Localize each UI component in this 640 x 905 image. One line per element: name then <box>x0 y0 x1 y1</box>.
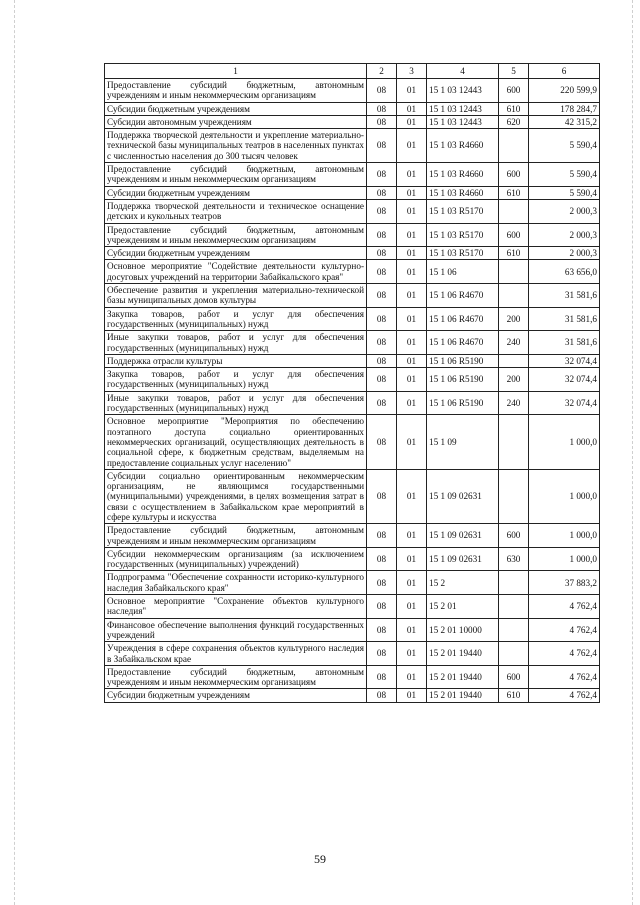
cell-name: Субсидии автономным учреждениям <box>105 115 367 128</box>
cell-expense-type: 240 <box>499 391 529 415</box>
cell-sum: 178 284,7 <box>529 102 600 115</box>
cell-subsection: 01 <box>397 469 427 523</box>
table-row <box>105 595 600 619</box>
cell-subsection: 01 <box>397 595 427 619</box>
cell-sum: 32 074,4 <box>529 368 600 392</box>
cell-expense-type: 200 <box>499 368 529 392</box>
header-col-sum: 6 <box>529 64 600 79</box>
cell-target-article: 15 1 03 R4660 <box>427 163 499 187</box>
cell-subsection: 01 <box>397 186 427 199</box>
header-col-target-article: 4 <box>427 64 499 79</box>
cell-expense-type <box>499 571 529 595</box>
cell-name: Поддержка творческой деятельности и укрепление материально-технической базы муниципальных театров в населенных пунктах с численностью населения до 300 тысяч человек <box>105 129 367 163</box>
cell-sum: 4 762,4 <box>529 595 600 619</box>
cell-subsection: 01 <box>397 368 427 392</box>
table-row <box>105 260 600 284</box>
cell-subsection: 01 <box>397 199 427 223</box>
cell-expense-type <box>499 129 529 163</box>
scan-edge-left <box>14 0 16 905</box>
cell-sum: 2 000,3 <box>529 223 600 247</box>
cell-expense-type: 600 <box>499 79 529 103</box>
cell-expense-type: 630 <box>499 547 529 571</box>
cell-name: Закупка товаров, работ и услуг для обеспечения государственных (муниципальных) нужд <box>105 307 367 331</box>
table-row <box>105 415 600 469</box>
cell-section: 08 <box>367 415 397 469</box>
table-row <box>105 186 600 199</box>
table-row <box>105 223 600 247</box>
header-col-expense-type: 5 <box>499 64 529 79</box>
cell-subsection: 01 <box>397 163 427 187</box>
table-row <box>105 354 600 367</box>
cell-subsection: 01 <box>397 284 427 308</box>
cell-sum: 5 590,4 <box>529 129 600 163</box>
cell-sum: 1 000,0 <box>529 524 600 548</box>
cell-subsection: 01 <box>397 547 427 571</box>
cell-sum: 37 883,2 <box>529 571 600 595</box>
cell-subsection: 01 <box>397 571 427 595</box>
cell-target-article: 15 2 01 10000 <box>427 618 499 642</box>
cell-sum: 4 762,4 <box>529 618 600 642</box>
cell-name: Иные закупки товаров, работ и услуг для обеспечения государственных (муниципальных) нужд <box>105 331 367 355</box>
cell-subsection: 01 <box>397 115 427 128</box>
cell-target-article: 15 1 09 02631 <box>427 469 499 523</box>
cell-name: Поддержка отрасли культуры <box>105 354 367 367</box>
cell-expense-type <box>499 618 529 642</box>
cell-subsection: 01 <box>397 524 427 548</box>
cell-section: 08 <box>367 199 397 223</box>
cell-sum: 2 000,3 <box>529 199 600 223</box>
cell-sum: 4 762,4 <box>529 689 600 702</box>
cell-subsection: 01 <box>397 618 427 642</box>
table-row <box>105 547 600 571</box>
cell-section: 08 <box>367 618 397 642</box>
cell-name: Подпрограмма "Обеспечение сохранности историко-культурного наследия Забайкальского края" <box>105 571 367 595</box>
cell-section: 08 <box>367 642 397 666</box>
cell-name: Закупка товаров, работ и услуг для обеспечения государственных (муниципальных) нужд <box>105 368 367 392</box>
cell-subsection: 01 <box>397 331 427 355</box>
table-row <box>105 665 600 689</box>
cell-section: 08 <box>367 115 397 128</box>
cell-expense-type: 600 <box>499 665 529 689</box>
cell-target-article: 15 1 03 12443 <box>427 102 499 115</box>
cell-subsection: 01 <box>397 129 427 163</box>
cell-name: Субсидии бюджетным учреждениям <box>105 689 367 702</box>
cell-section: 08 <box>367 391 397 415</box>
cell-subsection: 01 <box>397 642 427 666</box>
table-row <box>105 391 600 415</box>
cell-target-article: 15 1 03 R5170 <box>427 223 499 247</box>
page-number: 59 <box>314 852 326 866</box>
table-row <box>105 618 600 642</box>
cell-name: Поддержка творческой деятельности и техническое оснащение детских и кукольных театров <box>105 199 367 223</box>
table-row <box>105 163 600 187</box>
table-row <box>105 571 600 595</box>
cell-sum: 32 074,4 <box>529 354 600 367</box>
cell-section: 08 <box>367 129 397 163</box>
table-row <box>105 247 600 260</box>
table-row <box>105 524 600 548</box>
cell-expense-type <box>499 469 529 523</box>
cell-sum: 4 762,4 <box>529 642 600 666</box>
cell-name: Основное мероприятие "Содействие деятельности культурно-досуговых учреждений на территории Забайкальского края" <box>105 260 367 284</box>
cell-section: 08 <box>367 524 397 548</box>
cell-expense-type: 620 <box>499 115 529 128</box>
cell-target-article: 15 1 06 R4670 <box>427 331 499 355</box>
cell-expense-type: 600 <box>499 524 529 548</box>
cell-sum: 1 000,0 <box>529 469 600 523</box>
scan-edge-right <box>632 0 634 905</box>
cell-expense-type <box>499 642 529 666</box>
table-row <box>105 79 600 103</box>
cell-section: 08 <box>367 79 397 103</box>
cell-section: 08 <box>367 354 397 367</box>
cell-target-article: 15 1 03 12443 <box>427 115 499 128</box>
cell-subsection: 01 <box>397 79 427 103</box>
cell-section: 08 <box>367 223 397 247</box>
cell-target-article: 15 1 09 02631 <box>427 524 499 548</box>
cell-section: 08 <box>367 689 397 702</box>
cell-subsection: 01 <box>397 665 427 689</box>
cell-target-article: 15 2 01 19440 <box>427 665 499 689</box>
cell-section: 08 <box>367 260 397 284</box>
header-col-subsection: 3 <box>397 64 427 79</box>
table-row <box>105 368 600 392</box>
cell-name: Субсидии некоммерческим организациям (за исключением государственных (муниципальных) учреждений) <box>105 547 367 571</box>
cell-section: 08 <box>367 571 397 595</box>
cell-name: Субсидии бюджетным учреждениям <box>105 247 367 260</box>
cell-target-article: 15 2 01 19440 <box>427 689 499 702</box>
cell-target-article: 15 2 <box>427 571 499 595</box>
cell-subsection: 01 <box>397 354 427 367</box>
table-row <box>105 642 600 666</box>
cell-sum: 31 581,6 <box>529 331 600 355</box>
cell-section: 08 <box>367 368 397 392</box>
table-row <box>105 469 600 523</box>
table-row <box>105 307 600 331</box>
cell-target-article: 15 1 09 <box>427 415 499 469</box>
cell-section: 08 <box>367 547 397 571</box>
cell-sum: 1 000,0 <box>529 415 600 469</box>
cell-target-article: 15 1 06 R5190 <box>427 391 499 415</box>
cell-expense-type <box>499 354 529 367</box>
budget-table-body <box>105 64 600 703</box>
cell-expense-type: 200 <box>499 307 529 331</box>
cell-name: Субсидии бюджетным учреждениям <box>105 186 367 199</box>
cell-sum: 32 074,4 <box>529 391 600 415</box>
cell-target-article: 15 2 01 19440 <box>427 642 499 666</box>
cell-target-article: 15 1 03 R5170 <box>427 247 499 260</box>
cell-section: 08 <box>367 665 397 689</box>
cell-section: 08 <box>367 163 397 187</box>
header-col-name: 1 <box>105 64 367 79</box>
cell-expense-type: 610 <box>499 102 529 115</box>
table-row <box>105 199 600 223</box>
table-row <box>105 115 600 128</box>
cell-expense-type <box>499 260 529 284</box>
cell-sum: 31 581,6 <box>529 307 600 331</box>
cell-sum: 5 590,4 <box>529 186 600 199</box>
cell-section: 08 <box>367 284 397 308</box>
cell-sum: 5 590,4 <box>529 163 600 187</box>
cell-section: 08 <box>367 595 397 619</box>
cell-expense-type: 610 <box>499 186 529 199</box>
cell-target-article: 15 1 06 R4670 <box>427 284 499 308</box>
cell-name: Иные закупки товаров, работ и услуг для обеспечения государственных (муниципальных) нужд <box>105 391 367 415</box>
cell-subsection: 01 <box>397 102 427 115</box>
cell-target-article: 15 1 06 <box>427 260 499 284</box>
cell-subsection: 01 <box>397 307 427 331</box>
table-header-row <box>105 64 600 79</box>
cell-name: Обеспечение развития и укрепления материально-технической базы муниципальных домов культуры <box>105 284 367 308</box>
cell-expense-type <box>499 415 529 469</box>
cell-expense-type: 600 <box>499 223 529 247</box>
cell-expense-type: 240 <box>499 331 529 355</box>
cell-sum: 31 581,6 <box>529 284 600 308</box>
cell-target-article: 15 1 03 12443 <box>427 79 499 103</box>
budget-table <box>104 63 600 703</box>
cell-target-article: 15 1 06 R5190 <box>427 368 499 392</box>
cell-subsection: 01 <box>397 415 427 469</box>
cell-target-article: 15 1 09 02631 <box>427 547 499 571</box>
cell-name: Предоставление субсидий бюджетным, автономным учреждениям и иным некоммерческим организациям <box>105 163 367 187</box>
cell-name: Субсидии социально ориентированным некоммерческим организациям, не являющимся государственными (муниципальными) учреждениями, в целях возмещения затрат в связи с осуществлением в Забайкальском крае мероприятий в сфере культуры и искусства <box>105 469 367 523</box>
table-row <box>105 284 600 308</box>
cell-target-article: 15 1 06 R4670 <box>427 307 499 331</box>
cell-expense-type: 610 <box>499 689 529 702</box>
cell-target-article: 15 1 03 R4660 <box>427 129 499 163</box>
cell-subsection: 01 <box>397 391 427 415</box>
cell-expense-type <box>499 595 529 619</box>
cell-expense-type: 600 <box>499 163 529 187</box>
cell-name: Предоставление субсидий бюджетным, автономным учреждениям и иным некоммерческим организациям <box>105 79 367 103</box>
cell-section: 08 <box>367 102 397 115</box>
cell-target-article: 15 1 06 R5190 <box>427 354 499 367</box>
header-col-section: 2 <box>367 64 397 79</box>
cell-section: 08 <box>367 307 397 331</box>
table-row <box>105 102 600 115</box>
cell-section: 08 <box>367 247 397 260</box>
cell-target-article: 15 1 03 R4660 <box>427 186 499 199</box>
cell-expense-type <box>499 284 529 308</box>
cell-sum: 1 000,0 <box>529 547 600 571</box>
cell-name: Субсидии бюджетным учреждениям <box>105 102 367 115</box>
cell-sum: 4 762,4 <box>529 665 600 689</box>
cell-section: 08 <box>367 186 397 199</box>
cell-sum: 220 599,9 <box>529 79 600 103</box>
cell-subsection: 01 <box>397 223 427 247</box>
cell-subsection: 01 <box>397 247 427 260</box>
cell-sum: 2 000,3 <box>529 247 600 260</box>
cell-subsection: 01 <box>397 260 427 284</box>
table-row <box>105 331 600 355</box>
table-row <box>105 129 600 163</box>
cell-target-article: 15 2 01 <box>427 595 499 619</box>
cell-sum: 42 315,2 <box>529 115 600 128</box>
cell-subsection: 01 <box>397 689 427 702</box>
cell-name: Учреждения в сфере сохранения объектов культурного наследия в Забайкальском крае <box>105 642 367 666</box>
cell-section: 08 <box>367 331 397 355</box>
cell-name: Финансовое обеспечение выполнения функций государственных учреждений <box>105 618 367 642</box>
cell-name: Предоставление субсидий бюджетным, автономным учреждениям и иным некоммерческим организациям <box>105 524 367 548</box>
cell-name: Основное мероприятие "Сохранение объектов культурного наследия" <box>105 595 367 619</box>
cell-sum: 63 656,0 <box>529 260 600 284</box>
table-row <box>105 689 600 702</box>
cell-target-article: 15 1 03 R5170 <box>427 199 499 223</box>
cell-expense-type: 610 <box>499 247 529 260</box>
cell-name: Предоставление субсидий бюджетным, автономным учреждениям и иным некоммерческим организациям <box>105 665 367 689</box>
cell-name: Основное мероприятие "Мероприятия по обеспечению поэтапного доступа социально ориентированных некоммерческих организаций, осуществляющих деятельность в социальной сфере, к бюджетным средствам, выделяемым на предоставление социальных услуг населению" <box>105 415 367 469</box>
cell-expense-type <box>499 199 529 223</box>
cell-section: 08 <box>367 469 397 523</box>
cell-name: Предоставление субсидий бюджетным, автономным учреждениям и иным некоммерческим организациям <box>105 223 367 247</box>
